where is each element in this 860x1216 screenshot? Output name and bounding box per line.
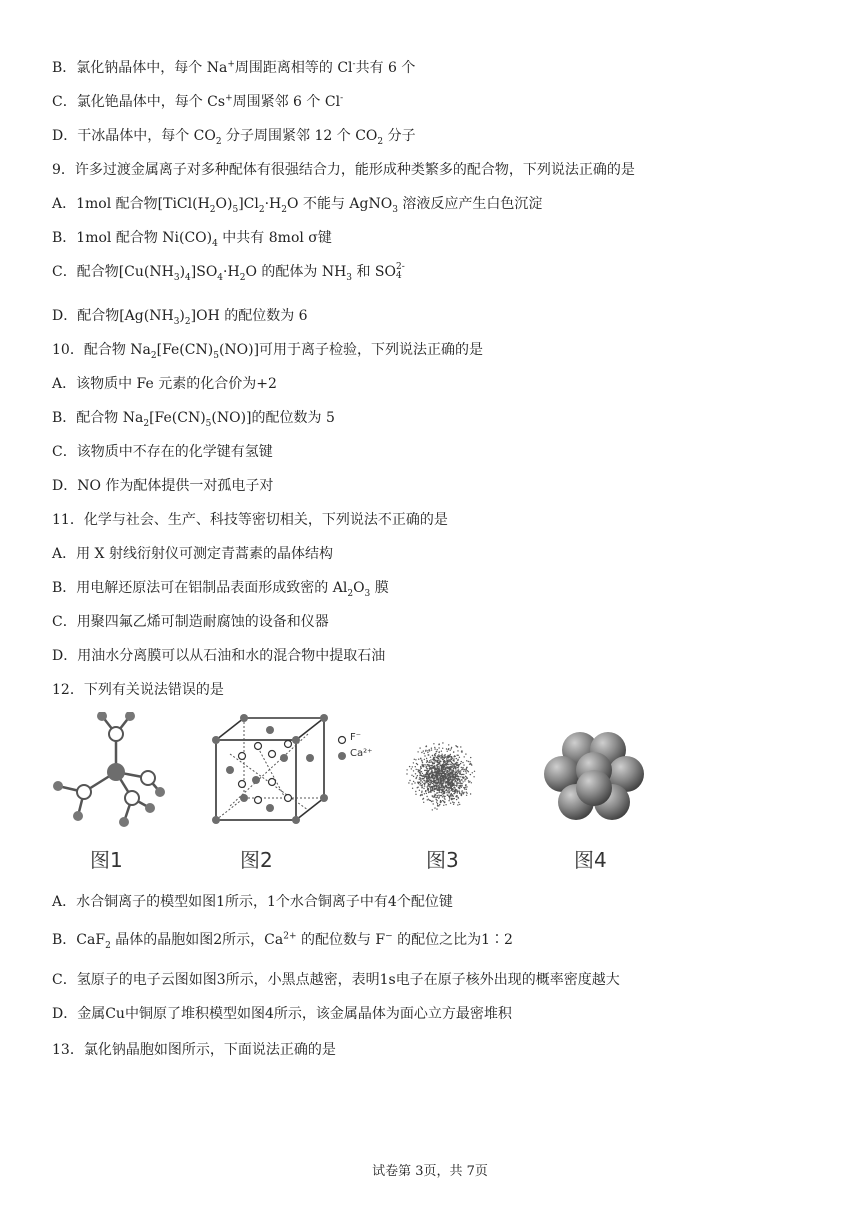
text-run: D．干冰晶体中，每个 CO xyxy=(52,128,216,144)
text-run: (NO)]的配位数为 5 xyxy=(211,410,335,426)
subscript: 3 xyxy=(364,588,371,599)
line-d8 xyxy=(52,126,416,146)
line-a12 xyxy=(52,892,453,912)
line-q11 xyxy=(52,510,448,530)
figure-4-label: 图4 xyxy=(574,848,607,872)
text-run: O xyxy=(353,580,365,596)
text-run: B．配合物 Na xyxy=(52,410,144,426)
text-run: C．配合物[Cu(NH xyxy=(52,264,174,280)
line-b11 xyxy=(52,578,389,598)
line-b9 xyxy=(52,228,332,248)
subscript: 2 xyxy=(209,204,216,215)
text-run: 周围距离相等的 Cl xyxy=(234,60,353,76)
line-q9 xyxy=(52,160,635,180)
text-run: 共有 6 个 xyxy=(355,60,416,76)
text-run: ·H xyxy=(223,264,240,280)
superscript: 2- xyxy=(395,262,405,272)
figure-1-hydrated-copper-ion xyxy=(48,712,168,832)
subscript: 5 xyxy=(205,418,212,429)
text-run: D．金属Cu中铜原了堆积模型如图4所示，该金属晶体为面心立方最密堆积 xyxy=(52,1006,512,1022)
superscript: - xyxy=(352,59,356,70)
line-d10 xyxy=(52,476,273,496)
text-run: (NO)]可用于离子检验，下列说法正确的是 xyxy=(218,342,484,358)
text-run: 中共有 8mol σ键 xyxy=(217,230,332,246)
subscript: 2 xyxy=(258,204,265,215)
text-run: ·H xyxy=(264,196,282,212)
figure-4-close-packed-spheres xyxy=(542,730,646,830)
subscript: 2 xyxy=(184,316,191,327)
line-c12 xyxy=(52,970,620,990)
text-run: 的配位数与 F xyxy=(296,932,386,948)
legend-calcium: Ca²⁺ xyxy=(350,748,373,759)
text-run: 膜 xyxy=(370,580,389,596)
line-c10 xyxy=(52,442,273,462)
subscript: 2 xyxy=(377,136,384,147)
text-run: B．1mol 配合物 Ni(CO) xyxy=(52,230,213,246)
subscript: 3 xyxy=(346,272,353,283)
superscript: + xyxy=(225,93,233,104)
text-run: 的配位之比为1∶2 xyxy=(392,932,513,948)
text-run: D．配合物[Ag(NH xyxy=(52,308,174,324)
text-run: B．用电解还原法可在铝制品表面形成致密的 Al xyxy=(52,580,348,596)
line-a10 xyxy=(52,374,277,394)
subscript: 4 xyxy=(185,272,191,283)
text-run: 和 SO xyxy=(352,264,396,280)
text-run: ) xyxy=(179,264,186,280)
text-run: 12．下列有关说法错误的是 xyxy=(52,682,224,698)
subscript: 3 xyxy=(173,316,180,327)
subscript: 2 xyxy=(239,272,246,283)
text-run: ]OH 的配位数为 6 xyxy=(190,308,308,324)
text-run: C．氯化铯晶体中，每个 Cs xyxy=(52,94,226,110)
text-run: ]Cl xyxy=(238,196,259,212)
line-a9 xyxy=(52,194,542,214)
superscript: - xyxy=(340,93,344,104)
subscript: 2 xyxy=(215,136,222,147)
subscript: 2 xyxy=(150,350,157,361)
line-q13 xyxy=(52,1040,336,1060)
text-run: B．氯化钠晶体中，每个 Na xyxy=(52,60,228,76)
sub-sup-pair xyxy=(396,263,405,281)
line-d9 xyxy=(52,306,308,326)
text-run: A．用 X 射线衍射仪可测定青蒿素的晶体结构 xyxy=(52,546,333,562)
figure-1-label: 图1 xyxy=(90,848,123,872)
figure-2-caf2-unit-cell xyxy=(208,714,334,832)
text-run: 溶液反应产生白色沉淀 xyxy=(397,196,543,212)
text-run: 分子 xyxy=(383,128,416,144)
text-run: 10．配合物 Na xyxy=(52,342,151,358)
text-run: C．该物质中不存在的化学键有氢键 xyxy=(52,444,273,460)
line-b10 xyxy=(52,408,335,428)
subscript: 2 xyxy=(281,204,288,215)
superscript: − xyxy=(385,931,393,942)
text-run: 周围紧邻 6 个 Cl xyxy=(232,94,341,110)
subscript: 4 xyxy=(395,271,402,281)
figure-2-label: 图2 xyxy=(240,848,273,872)
line-a11 xyxy=(52,544,333,564)
subscript: 2 xyxy=(143,418,150,429)
text-run: D．NO 作为配体提供一对孤电子对 xyxy=(52,478,274,494)
line-c8 xyxy=(52,92,343,112)
text-run: [Fe(CN) xyxy=(156,342,214,358)
text-run: [Fe(CN) xyxy=(149,410,206,426)
text-run: 13．氯化钠晶胞如图所示，下面说法正确的是 xyxy=(52,1042,336,1058)
superscript: 2+ xyxy=(283,931,297,942)
subscript: 4 xyxy=(217,272,224,283)
text-run: 分子周围紧邻 12 个 CO xyxy=(221,128,378,144)
text-run: A．1mol 配合物[TiCl(H xyxy=(52,196,210,212)
text-run: O 的配体为 NH xyxy=(245,264,347,280)
text-run: 晶体的晶胞如图2所示，Ca xyxy=(110,932,284,948)
figure-3-electron-cloud xyxy=(394,728,490,824)
text-run: O) xyxy=(215,196,233,212)
subscript: 5 xyxy=(213,350,219,361)
text-run: C．用聚四氟乙烯可制造耐腐蚀的设备和仪器 xyxy=(52,614,329,630)
superscript: + xyxy=(227,59,235,70)
subscript: 3 xyxy=(173,272,180,283)
line-d12 xyxy=(52,1004,512,1024)
line-c11 xyxy=(52,612,329,632)
legend-fluoride: F⁻ xyxy=(350,732,362,743)
text-run: A．该物质中 Fe 元素的化合价为+2 xyxy=(52,376,277,392)
line-d11 xyxy=(52,646,385,666)
line-c9 xyxy=(52,262,405,282)
subscript: 2 xyxy=(105,940,111,951)
text-run: 11．化学与社会、生产、科技等密切相关，下列说法不正确的是 xyxy=(52,512,448,528)
subscript: 3 xyxy=(392,204,398,215)
text-run: C．氢原子的电子云图如图3所示，小黑点越密，表明1s电子在原子核外出现的概率密度越大 xyxy=(52,972,620,988)
text-run: ]SO xyxy=(190,264,218,280)
text-run: D．用油水分离膜可以从石油和水的混合物中提取石油 xyxy=(52,648,386,664)
figure-row xyxy=(48,712,648,872)
text-run: O 不能与 AgNO xyxy=(287,196,393,212)
figure-2-legend-markers xyxy=(336,734,348,764)
line-q12 xyxy=(52,680,224,700)
line-q10 xyxy=(52,340,483,360)
text-run: ) xyxy=(179,308,185,324)
subscript: 2 xyxy=(347,588,354,599)
text-run: 9．许多过渡金属离子对多种配体有很强结合力，能形成种类繁多的配合物，下列说法正确的是 xyxy=(52,162,635,178)
line-b8 xyxy=(52,58,415,78)
line-b12 xyxy=(52,930,513,950)
subscript: 4 xyxy=(212,238,218,249)
page-footer: 试卷第 3页，共 7页 xyxy=(372,1164,488,1179)
subscript: 5 xyxy=(232,204,239,215)
text-run: B．CaF xyxy=(52,932,106,948)
figure-3-label: 图3 xyxy=(426,848,459,872)
text-run: A．水合铜离子的模型如图1所示，1个水合铜离子中有4个配位键 xyxy=(52,894,453,910)
